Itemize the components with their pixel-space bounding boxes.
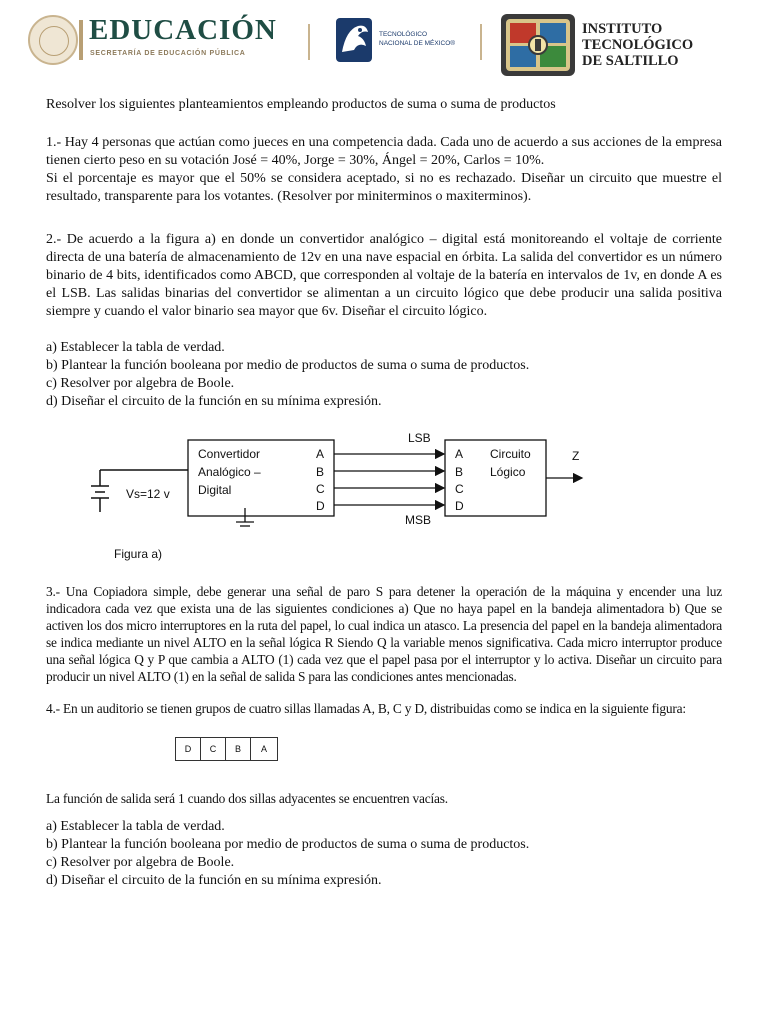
problem-2-task-d: d) Diseñar el circuito de la función en su mínima expresión. xyxy=(46,394,382,409)
converter-output-d: D xyxy=(316,499,325,513)
problem-4-output-text: La función de salida será 1 cuando dos sillas adyacentes se encuentren vacías. xyxy=(46,791,448,806)
problem-2-task-b: b) Plantear la función booleana por medio de productos de suma o suma de productos. xyxy=(46,358,530,373)
logic-input-c: C xyxy=(455,482,464,496)
its-line-1: INSTITUTO xyxy=(582,21,663,37)
its-line-2: TECNOLÓGICO xyxy=(582,37,694,53)
problem-4-task-d: d) Diseñar el circuito de la función en su mínima expresión. xyxy=(46,873,382,888)
seat-b: B xyxy=(225,737,250,761)
problem-3-text: 3.- Una Copiadora simple, debe generar una señal de paro S para detener la operación de la máquina y encender una luz indicadora cada vez que exista una de las siguientes condiciones a) Que no haya papel en la bandeja alimentadora b) Que se activen los dos micro interruptores en la ruta del papel, lo cual indica un atasco. La presencia del papel en la bandeja alimentadora se indica mediante un nivel ALTO en la señal lógica R Siendo Q la variable menos significativa. Cada micro interruptor produce una señal lógica Q y P que cambia a ALTO (1) cada vez que el papel pasa por el interruptor y lo activa. Diseñar un circuito para producir un nivel ALTO (1) en la señal de salida S para las condiciones antes mencionadas. xyxy=(46,584,722,684)
tecnm-logo-icon xyxy=(334,16,374,64)
problem-4-task-b: b) Plantear la función booleana por medio de productos de suma o suma de productos. xyxy=(46,837,530,852)
converter-label-3: Digital xyxy=(198,483,232,497)
sep-logo-subtitle: SECRETARÍA DE EDUCACIÓN PÚBLICA xyxy=(90,50,246,57)
tecnm-line-1: TECNOLÓGICO xyxy=(379,31,428,38)
document-header xyxy=(0,0,768,82)
problem-2-task-c: c) Resolver por algebra de Boole. xyxy=(46,376,235,391)
problem-4-task-c: c) Resolver por algebra de Boole. xyxy=(46,855,235,870)
problem-4-text: 4.- En un auditorio se tienen grupos de cuatro sillas llamadas A, B, C y D, distribuidas como se indica en la siguiente figura: xyxy=(46,701,686,716)
mexico-coat-of-arms-icon xyxy=(28,15,78,65)
problem-4-task-a: a) Establecer la tabla de verdad. xyxy=(46,819,225,834)
logic-input-a: A xyxy=(455,447,464,461)
logic-input-d: D xyxy=(455,499,464,513)
seat-row-figure xyxy=(175,737,278,761)
its-shield-icon xyxy=(500,13,576,77)
converter-block xyxy=(188,440,334,516)
tecnm-logo-text xyxy=(379,30,469,48)
problem-2-task-a: a) Establecer la tabla de verdad. xyxy=(46,340,225,355)
output-z-label: Z xyxy=(572,449,580,463)
logo-divider xyxy=(308,24,310,60)
problem-2-text: 2.- De acuerdo a la figura a) en donde un convertidor analógico – digital está monitoreando el voltaje de corriente directa de una batería de almacenamiento de 12v en una nave espacial en órbita. La salida del convertidor es un número binario de 4 bits, identificados como ABCD, que corresponden al voltaje de la batería en intervalos de 1v, en donde A es el LSB. Las salidas binarias del convertidor se alimentan a un circuito lógico que debe producir una salida positiva siempre y cuando el valor binario sea mayor que 6v. Diseñar el circuito lógico. xyxy=(46,232,722,319)
logic-label-2: Lógico xyxy=(490,465,526,479)
msb-label: MSB xyxy=(405,513,432,527)
seat-a: A xyxy=(250,737,278,761)
ground-icon xyxy=(236,508,254,526)
logic-circuit-block xyxy=(445,440,546,516)
converter-output-b: B xyxy=(316,465,325,479)
problem-1-condition: Si el porcentaje es mayor que el 50% se considera aceptado, si no es rechazado. Diseñar un circuito que muestre el resultado, transparente para los votantes. (Resolver por miniterminos o maxiterminos). xyxy=(46,171,722,204)
problem-1-text: 1.- Hay 4 personas que actúan como jueces en una competencia dada. Cada uno de acuerdo a sus acciones de la empresa tienen cierto peso en su votación José = 40%, Jorge = 30%, Ángel = 20%, Carlos = 10%. xyxy=(46,135,722,168)
tecnm-line-2: NACIONAL DE MÉXICO® xyxy=(379,40,456,47)
sep-brand-mark xyxy=(79,20,83,60)
battery-label: Vs=12 v xyxy=(126,487,170,501)
converter-label-1: Convertidor xyxy=(198,447,261,461)
converter-output-a: A xyxy=(316,447,325,461)
its-line-3: DE SALTILLO xyxy=(582,53,679,69)
seat-d: D xyxy=(175,737,200,761)
seat-c: C xyxy=(200,737,225,761)
lsb-label: LSB xyxy=(408,431,431,445)
converter-output-c: C xyxy=(316,482,325,496)
logic-input-b: B xyxy=(455,465,464,479)
converter-label-2: Analógico – xyxy=(198,465,261,479)
figure-caption: Figura a) xyxy=(114,547,163,561)
intro-text: Resolver los siguientes planteamientos empleando productos de suma o suma de productos xyxy=(46,97,556,112)
battery-icon xyxy=(91,470,188,512)
its-logo-text xyxy=(582,21,762,69)
logic-label-1: Circuito xyxy=(490,447,531,461)
logo-divider xyxy=(480,24,482,60)
sep-logo-title: EDUCACIÓN xyxy=(89,14,277,46)
